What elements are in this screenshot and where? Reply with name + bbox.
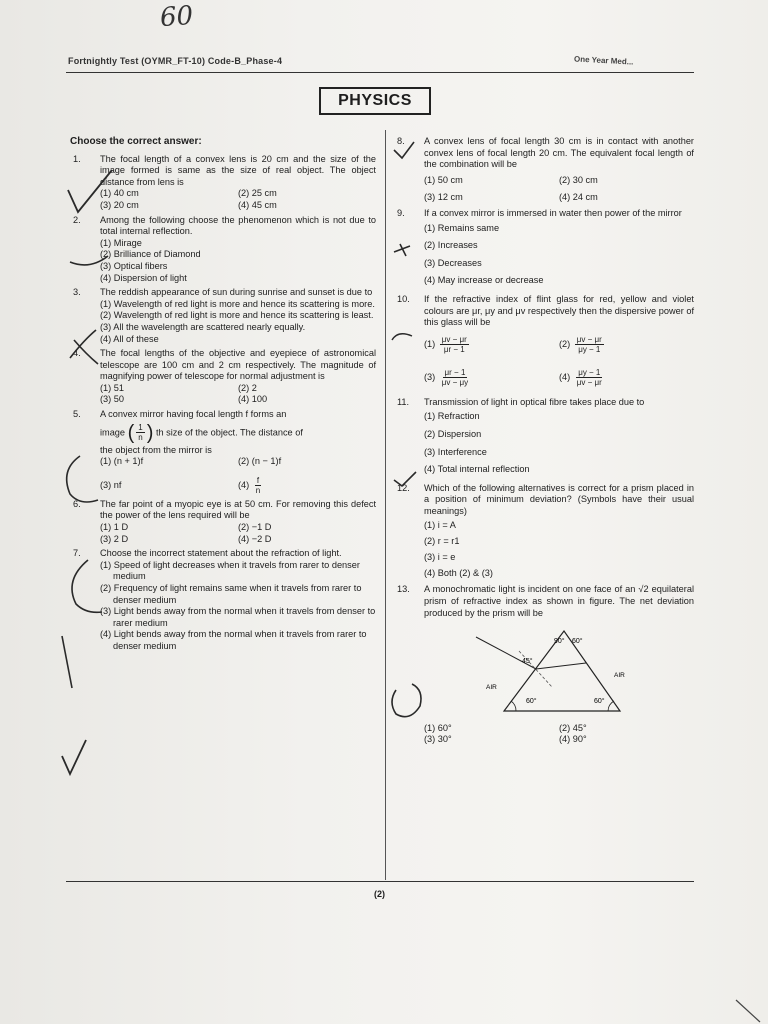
question-stem: If a convex mirror is immersed in water then power of the mirror bbox=[424, 207, 682, 218]
option-4[interactable]: (4) 90° bbox=[559, 734, 587, 745]
option-4[interactable]: (4) Both (2) & (3) bbox=[424, 568, 493, 579]
question-3 bbox=[70, 287, 376, 345]
header-divider bbox=[66, 72, 694, 73]
options bbox=[424, 220, 694, 290]
page-number: (2) bbox=[374, 889, 385, 899]
tick-mark-q7 bbox=[62, 740, 86, 774]
question-stem: Among the following choose the phenomenon which is not due to total internal reflection. bbox=[100, 214, 376, 237]
angle-label-60-left: 60° bbox=[526, 698, 537, 706]
stem-text: th size of the object. The distance of bbox=[155, 427, 303, 438]
option-3[interactable]: (3) All the wavelength are scattered nearly equally. bbox=[100, 321, 306, 332]
options bbox=[100, 522, 376, 545]
footer-divider bbox=[66, 881, 694, 882]
option-4[interactable]: (4) Light bends away from the normal when it travels from rarer to denser medium bbox=[100, 629, 367, 651]
right-column bbox=[394, 136, 694, 746]
option-2[interactable] bbox=[559, 335, 694, 354]
prism-figure bbox=[424, 625, 694, 721]
option-4[interactable] bbox=[559, 368, 694, 387]
option-1[interactable]: (1) Refraction bbox=[424, 411, 480, 422]
option-2[interactable]: (2) 2 bbox=[238, 382, 257, 393]
options bbox=[424, 517, 694, 581]
option-1[interactable] bbox=[424, 335, 559, 354]
option-3[interactable]: (3) Decreases bbox=[424, 257, 482, 268]
question-5 bbox=[70, 409, 376, 495]
question-stem: The far point of a myopic eye is at 50 cm. For removing this defect the power of the lens required will be bbox=[100, 498, 376, 521]
option-2[interactable]: (2) 45° bbox=[559, 722, 587, 733]
question-stem-line-3: the object from the mirror is bbox=[100, 444, 212, 455]
stem-text: image bbox=[100, 427, 126, 438]
question-stem: Choose the incorrect statement about the refraction of light. bbox=[100, 548, 342, 559]
column-divider bbox=[385, 130, 386, 880]
question-stem: The focal length of a convex lens is 20 cm and the size of the image formed is same as the size of real object. The object distance from lens is bbox=[100, 153, 376, 187]
option-1[interactable]: (1) 51 bbox=[100, 382, 125, 393]
option-2[interactable]: (2) Wavelength of red light is more and hence its scattering is least. bbox=[100, 310, 374, 321]
question-number: 2. bbox=[73, 214, 81, 225]
frac-bottom: n bbox=[255, 485, 261, 495]
option-2[interactable]: (2) Increases bbox=[424, 240, 478, 251]
option-4[interactable]: (4) Dispersion of light bbox=[100, 272, 187, 283]
question-stem: Which of the following alternatives is correct for a prism placed in a position of minimum deviation? (Symbols have their usual meanings) bbox=[424, 482, 694, 516]
angle-label-60-top: 60° bbox=[572, 638, 583, 646]
option-2[interactable]: (2) −1 D bbox=[238, 522, 272, 533]
option-4[interactable]: (4) −2 D bbox=[238, 533, 272, 544]
stem-text: equilateral prism of refractive index as shown in figure. The net deviation produced by the prism will be bbox=[424, 584, 694, 618]
question-stem-line-2 bbox=[100, 423, 376, 443]
option-3[interactable]: (3) Optical fibers bbox=[100, 260, 168, 271]
question-stem: The focal lengths of the objective and eyepiece of astronomical telescope are 100 cm and 2 cm respectively. The magnitude of magnifying power of telescope for normal adjustment is bbox=[100, 348, 376, 382]
prism-diagram bbox=[424, 625, 664, 717]
question-2 bbox=[70, 215, 376, 285]
option-3[interactable]: (3) Interference bbox=[424, 446, 487, 457]
option-3[interactable]: (3) nf bbox=[100, 479, 122, 490]
option-1[interactable]: (1) 1 D bbox=[100, 522, 129, 533]
question-number: 9. bbox=[397, 207, 405, 218]
test-header-course: One Year Med... bbox=[573, 54, 634, 67]
options bbox=[100, 188, 376, 211]
option-4[interactable]: (4) 45 cm bbox=[238, 199, 277, 210]
option-1[interactable]: (1) (n + 1)f bbox=[100, 456, 144, 467]
options bbox=[100, 238, 376, 284]
question-stem: Transmission of light in optical fibre takes place due to bbox=[424, 396, 645, 407]
option-1[interactable]: (1) Remains same bbox=[424, 222, 500, 233]
option-4[interactable]: (4) All of these bbox=[100, 333, 159, 344]
question-13 bbox=[394, 584, 694, 746]
subject-title-box bbox=[319, 87, 431, 115]
options bbox=[100, 456, 376, 495]
options bbox=[424, 175, 694, 204]
handwritten-score: 60 bbox=[158, 0, 195, 34]
option-2[interactable]: (2) 25 cm bbox=[238, 188, 277, 199]
question-number: 1. bbox=[73, 153, 81, 164]
frac-top: μy − 1 bbox=[578, 367, 601, 377]
question-6 bbox=[70, 499, 376, 545]
options bbox=[100, 560, 376, 653]
question-1 bbox=[70, 154, 376, 212]
left-column bbox=[70, 136, 376, 653]
option-2[interactable]: (2) Brilliance of Diamond bbox=[100, 249, 201, 260]
question-number: 3. bbox=[73, 287, 81, 298]
air-label-right: AIR bbox=[614, 672, 625, 680]
option-3[interactable]: (3) Light bends away from the normal when it travels from denser to rarer medium bbox=[100, 606, 376, 628]
option-1[interactable]: (1) i = A bbox=[424, 520, 456, 531]
frac-top: μv − μr bbox=[441, 334, 467, 344]
question-number: 13. bbox=[397, 584, 410, 595]
option-3[interactable]: (3) 30° bbox=[424, 734, 452, 745]
question-number: 6. bbox=[73, 498, 81, 509]
angle-label-90: 90° bbox=[554, 638, 565, 646]
option-1[interactable]: (1) 40 cm bbox=[100, 188, 139, 199]
option-3[interactable]: (3) i = e bbox=[424, 552, 456, 563]
option-2[interactable]: (2) r = r1 bbox=[424, 536, 460, 547]
stray-mark bbox=[736, 1000, 760, 1022]
option-4[interactable]: (4) 100 bbox=[238, 394, 268, 405]
stem-text: A monochromatic light is incident on one face of an bbox=[424, 584, 636, 595]
air-label-left: AIR bbox=[486, 684, 497, 692]
frac-top: f bbox=[256, 475, 260, 485]
instruction: Choose the correct answer: bbox=[70, 136, 202, 147]
frac-bottom: μv − μr bbox=[576, 377, 602, 387]
options bbox=[100, 383, 376, 406]
option-4[interactable]: (4) May increase or decrease bbox=[424, 275, 544, 286]
angle-label-45: 45° bbox=[522, 658, 533, 666]
question-10 bbox=[394, 294, 694, 387]
question-4 bbox=[70, 348, 376, 406]
question-8 bbox=[394, 136, 694, 204]
question-9 bbox=[394, 208, 694, 290]
fraction-one-over-n: ( $\frac{1}{n}$ ) bbox=[127, 421, 154, 444]
options bbox=[424, 723, 694, 746]
question-number: 8. bbox=[397, 136, 405, 146]
question-number: 10. bbox=[397, 293, 410, 304]
question-12 bbox=[394, 483, 694, 582]
option-4[interactable]: (4) 24 cm bbox=[559, 192, 598, 203]
frac-bottom: μr − 1 bbox=[443, 344, 465, 354]
option-number: (2) bbox=[559, 338, 571, 349]
option-1[interactable]: (1) 60° bbox=[424, 722, 452, 733]
option-number: (1) bbox=[424, 338, 436, 349]
question-7 bbox=[70, 548, 376, 652]
question-stem: The reddish appearance of sun during sunrise and sunset is due to bbox=[100, 287, 373, 298]
option-2[interactable]: (2) Dispersion bbox=[424, 428, 482, 439]
option-1[interactable]: (1) Speed of light decreases when it travels from rarer to denser medium bbox=[100, 559, 360, 582]
question-number: 11. bbox=[397, 396, 410, 407]
question-number: 5. bbox=[73, 409, 81, 420]
options bbox=[424, 335, 694, 387]
frac-top: 1 bbox=[138, 423, 143, 433]
option-1[interactable]: (1) 50 cm bbox=[424, 174, 463, 185]
question-stem: A convex lens of focal length 30 cm is in contact with another convex lens of focal length 20 cm. The equivalent focal length of the combination will be bbox=[424, 136, 694, 170]
option-number: (3) bbox=[424, 371, 436, 382]
stem-root: √2 bbox=[638, 584, 649, 595]
options bbox=[424, 408, 694, 478]
option-4[interactable] bbox=[238, 476, 376, 495]
option-2[interactable]: (2) 30 cm bbox=[559, 174, 598, 185]
test-header-title: Fortnightly Test (OYMR_FT-10) Code-B_Phase-4 bbox=[68, 56, 283, 66]
angle-label-60-right: 60° bbox=[594, 698, 605, 706]
question-number: 12. bbox=[397, 482, 410, 493]
frac-top: μv − μr bbox=[576, 334, 602, 344]
frac-bottom: n bbox=[138, 433, 143, 443]
option-1[interactable]: (1) Wavelength of red light is more and hence its scattering is more. bbox=[100, 298, 375, 309]
option-3[interactable]: (3) 12 cm bbox=[424, 192, 463, 203]
subject-title: PHYSICS bbox=[338, 92, 412, 109]
option-3[interactable]: (3) 50 bbox=[100, 394, 125, 405]
question-stem: A convex mirror having focal length f forms an bbox=[100, 409, 287, 420]
frac-top: μr − 1 bbox=[444, 367, 466, 377]
question-number: 4. bbox=[73, 348, 81, 359]
options bbox=[100, 299, 376, 345]
option-3[interactable] bbox=[424, 368, 559, 387]
option-1[interactable]: (1) Mirage bbox=[100, 237, 142, 248]
frac-bottom: μy − 1 bbox=[578, 344, 601, 354]
option-number: (4) bbox=[559, 371, 571, 382]
option-2[interactable]: (2) Frequency of light remains same when it travels from rarer to denser medium bbox=[100, 583, 362, 605]
option-3[interactable]: (3) 20 cm bbox=[100, 199, 139, 210]
option-2[interactable]: (2) (n − 1)f bbox=[238, 456, 282, 467]
question-stem: If the refractive index of flint glass for red, yellow and violet colours are μr, μy and μv respectively then the dispersive power of this glass will be bbox=[424, 293, 694, 328]
option-4[interactable]: (4) Total internal reflection bbox=[424, 464, 530, 475]
question-11 bbox=[394, 397, 694, 479]
question-stem bbox=[424, 584, 694, 619]
option-number: (4) bbox=[238, 479, 250, 490]
frac-bottom: μv − μy bbox=[441, 377, 469, 387]
option-3[interactable]: (3) 2 D bbox=[100, 533, 129, 544]
question-number: 7. bbox=[73, 548, 81, 559]
refracted-ray bbox=[536, 663, 586, 669]
